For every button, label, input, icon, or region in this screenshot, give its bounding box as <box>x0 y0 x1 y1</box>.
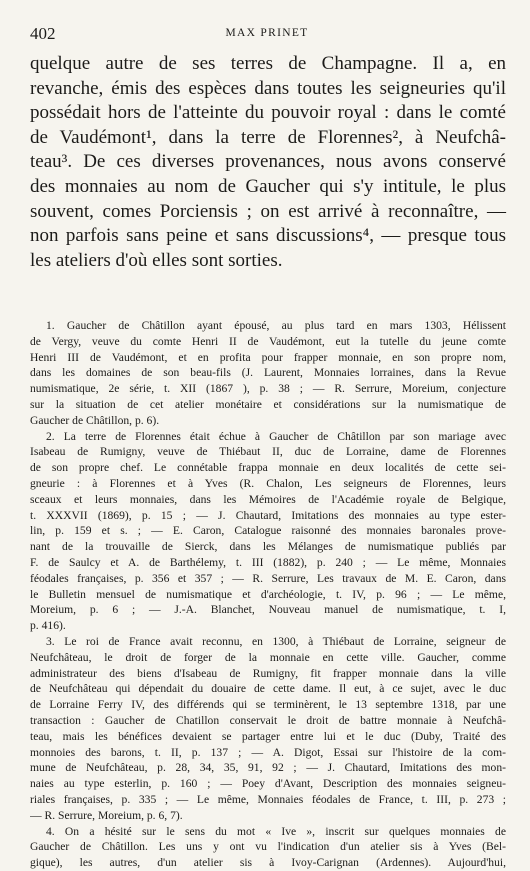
footnote-line: numismatique, 2e série, t. XII (1867 ), p. 38 ; — R. Serrure, Moreium, conjecture <box>30 382 506 396</box>
text-line: souvent, comes Porciensis ; on est arrivé à reconnaître, — <box>30 200 506 222</box>
running-title: MAX PRINET <box>225 27 309 39</box>
page-number: 402 <box>30 24 56 43</box>
footnote-line: riales françaises, p. 335 ; — Le même, Monnaies féodales de France, t. III, p. 273 ; <box>30 792 506 806</box>
footnote-2 <box>30 429 506 634</box>
footnote-line: Gaucher de Châtillon. Les uns y ont vu l'indication d'un atelier sis à Yves (Bel- <box>30 840 506 854</box>
footnote-line: féodales françaises, p. 356 et 357 ; — R. Serrure, Les travaux de M. E. Caron, dans <box>30 571 506 585</box>
footnote-line: Moreium, p. 6 ; — J.-A. Blanchet, Nouveau manuel de numismatique, t. I, <box>30 603 506 617</box>
footnote-line: nant de la trouvaille de Sierck, dans les Mélanges de numismatique publiés par <box>30 540 506 554</box>
footnote-line: Neufchâteau, le droit de forger de la monnaie en cette ville. Gaucher, comme <box>30 650 506 664</box>
footnote-3 <box>30 634 506 824</box>
footnotes <box>30 318 506 871</box>
footnote-line: gneurie : à Florennes et à Yves (R. Chalon, Les seigneurs de Florennes, leurs <box>30 476 506 490</box>
text-line: les ateliers d'où elles sont sorties. <box>30 249 283 271</box>
footnote-line: 1. Gaucher de Châtillon ayant épousé, au plus tard en mars 1303, Hélissent <box>46 319 506 332</box>
footnote-1 <box>30 318 506 429</box>
footnote-4 <box>30 824 506 871</box>
footnote-line: administrateur des biens d'Isabeau de Rumigny, fit frapper monnaie dans la ville <box>30 666 506 680</box>
footnote-line: 2. La terre de Florennes était échue à Gaucher de Châtillon par son mariage avec <box>46 429 506 443</box>
footnote-line: Isabeau de Rumigny, veuve de Thiébaut II, duc de Lorraine, dame de Florennes <box>30 445 506 459</box>
text-line: possédait hors de l'atteinte du pouvoir royal : dans le comté <box>30 102 506 124</box>
footnote-line: gique), les autres, d'un atelier sis à Ivoy-Carignan (Ardennes). Aujourd'hui, <box>30 856 506 870</box>
footnote-line: Gaucher de Châtillon, p. 6). <box>30 413 160 427</box>
footnote-line: lin, p. 159 et s. ; — E. Caron, Catalogue raisonné des monnaies baronales prove- <box>30 524 506 538</box>
footnote-line: mune de Neufchâteau, p. 28, 34, 35, 91, 92 ; — J. Chautard, Imitations des mon- <box>30 761 506 775</box>
footnote-line: transaction : Gaucher de Chatillon conservait le droit de battre monnaie à Neufchâ- <box>30 713 506 727</box>
footnote-line: t. XXXVII (1869), p. 15 ; — J. Chautard, Imitations des monnaies au type ester- <box>30 508 506 522</box>
footnote-line: monnoies des barons, t. II, p. 137 ; — A. Digot, Essai sur l'histoire de la com- <box>30 745 506 759</box>
footnote-line: 4. On a hésité sur le sens du mot « Ive », inscrit sur quelques monnaies de <box>46 824 506 838</box>
footnote-line: teau, mais les bénéfices devaient se partager entre lui et le duc (Duby, Traité des <box>30 729 506 743</box>
running-head <box>30 24 504 44</box>
footnote-line: de son propre chef. Le connétable frappa monnaie en deux localités de cette sei- <box>30 461 506 475</box>
text-line: revanche, émis des espèces dans toutes les seigneuries qu'il <box>30 77 506 99</box>
footnote-line: de Neufchâteau qui dépendait du douaire de cette dame. Il eut, à ce sujet, avec le duc <box>30 682 506 696</box>
footnote-line: — R. Serrure, Moreium, p. 6, 7). <box>30 808 183 822</box>
footnote-line: Henri III de Vaudémont, et en profita pour frapper monnaie, en son propre nom, <box>30 350 506 364</box>
footnote-line: p. 416). <box>30 619 66 633</box>
text-line: des monnaies au nom de Gaucher qui s'y intitule, le plus <box>30 175 506 197</box>
footnote-line: 3. Le roi de France avait reconnu, en 1300, à Thiébaut de Lorraine, seigneur de <box>46 634 506 648</box>
footnote-line: naies au type esterlin, p. 160 ; — Poey d'Avant, Description des monnaies seigneu- <box>30 777 506 791</box>
text-line: teau³. De ces diverses provenances, nous avons conservé <box>30 151 506 173</box>
text-line: de Vaudémont¹, dans la terre de Florennes², à Neufchâ- <box>30 126 506 148</box>
main-text <box>30 52 506 273</box>
footnote-line: de Vergy, veuve du comte Henri II de Vaudémont, eut la tutelle du jeune comte <box>30 334 506 348</box>
footnote-line: le Bulletin mensuel de numismatique et d'archéologie, t. IV, p. 96 ; — Le même, <box>30 587 506 601</box>
footnote-line: sur la situation de cet atelier monétaire et considérations sur la numismatique de <box>30 397 506 411</box>
text-line: non parfois sans peine et sans discussions⁴, — presque tous <box>30 225 506 247</box>
text-line: quelque autre de ses terres de Champagne. Il a, en <box>30 53 506 74</box>
footnote-line: de Lorraine Ferry IV, des différends qui se terminèrent, le 13 septembre 1318, par une <box>30 698 506 712</box>
footnote-line: F. de Saulcy et A. de Barthélemy, t. III (1882), p. 240 ; — Le même, Monnaies <box>30 555 506 569</box>
footnote-line: dans les domaines de son beau-fils (J. Laurent, Monnaies lorraines, dans la Revue <box>30 366 506 380</box>
footnote-line: sceaux et leurs monnaies, dans les Mémoires de l'Académie royale de Belgique, <box>30 492 506 506</box>
